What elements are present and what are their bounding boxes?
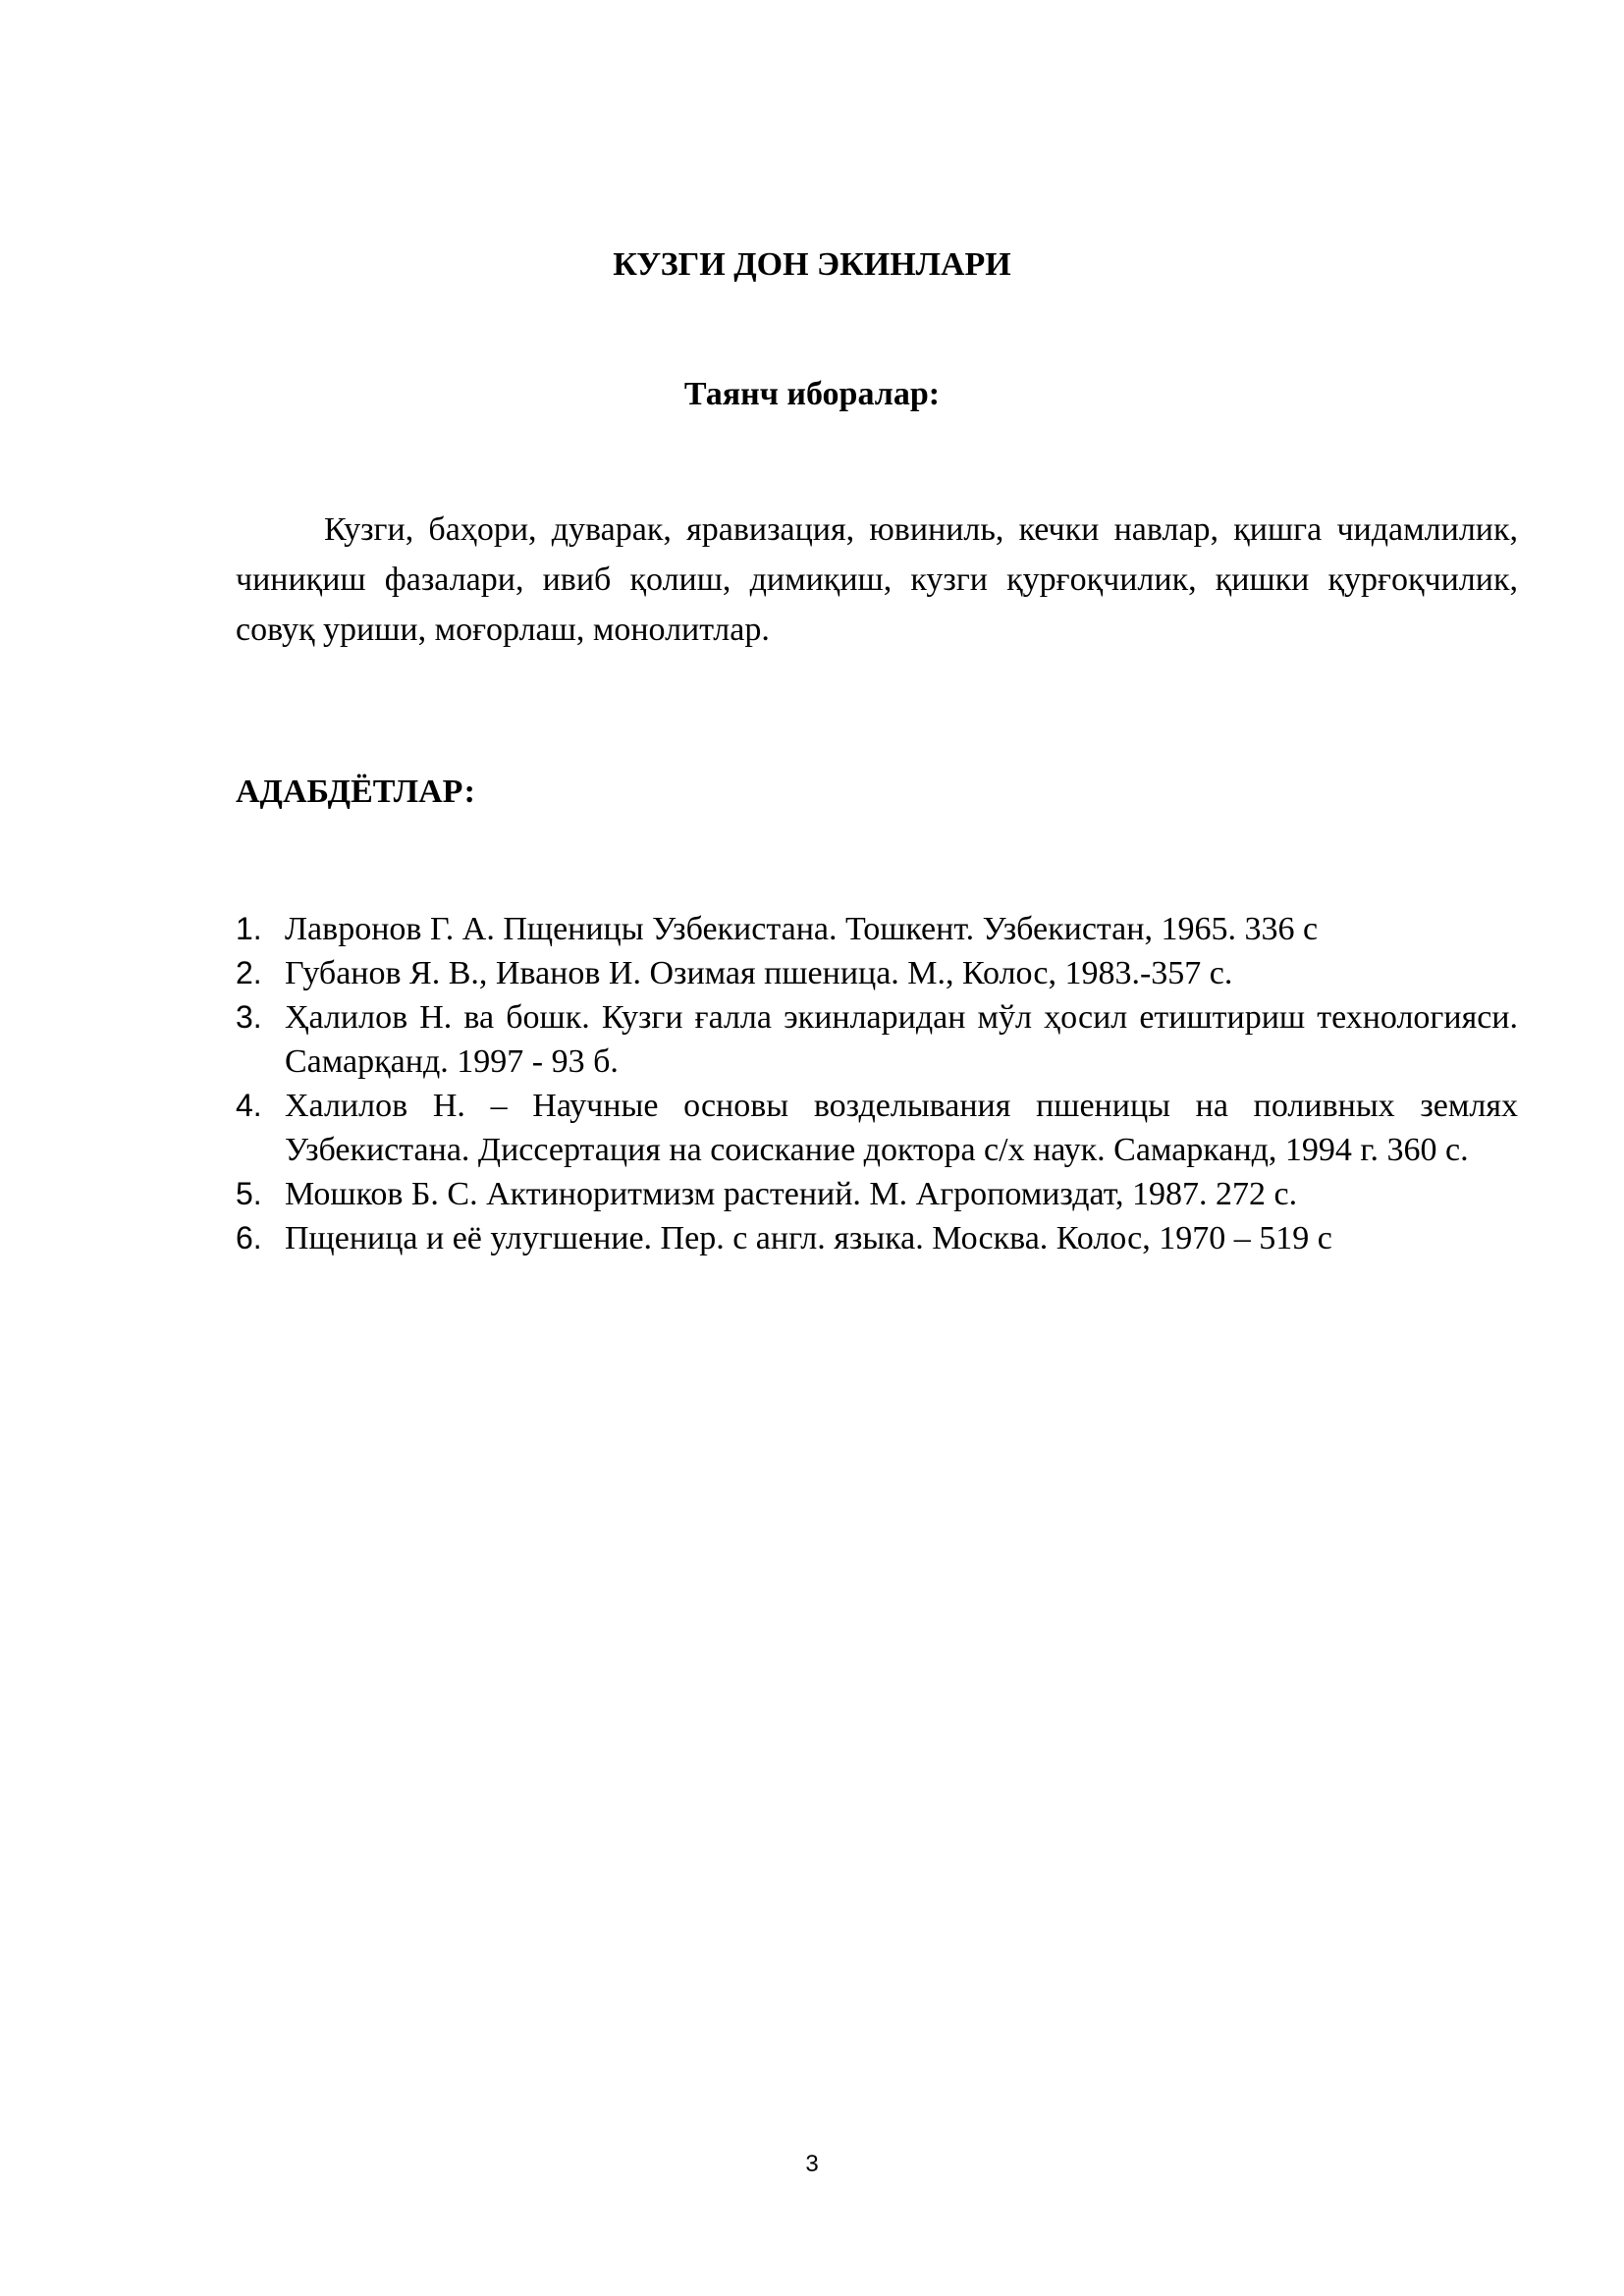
reference-number: 2. [236,955,262,990]
list-item [236,995,1518,1084]
reference-text: Ҳалилов Н. ва бошк. Кузги ғалла экинларидан мўл ҳосил етиштириш технологияси. Самарқанд. 1997 - 93 б. [285,999,1518,1080]
reference-number: 4. [236,1088,262,1123]
reference-text: Мошков Б. С. Актиноритмизм растений. М. Агропомиздат, 1987. 272 с. [285,1176,1298,1212]
keywords-paragraph: Кузги, баҳори, дуварак, яравизация, ювиниль, кечки навлар, қишга чидамлилик, чиниқиш фазалари, ивиб қолиш, димиқиш, кузги қурғоқчилик, қишки қурғоқчилик, совуқ уриши, моғорлаш, монолитлар. [236,511,1518,648]
reference-text: Пщеница и её улугшение. Пер. с англ. языка. Москва. Колос, 1970 – 519 с [285,1220,1332,1256]
reference-number: 1. [236,911,262,946]
references-heading: АДАБДЁТЛАР: [236,774,475,810]
page-title: КУЗГИ ДОН ЭКИНЛАРИ [613,246,1011,283]
list-item [236,951,1518,995]
reference-text: Губанов Я. В., Иванов И. Озимая пшеница. М., Колос, 1983.-357 с. [285,955,1233,991]
keywords-heading: Таянч иборалар: [683,376,941,412]
reference-text: Халилов Н. – Научные основы возделывания пшеницы на поливных землях Узбекистана. Диссертация на соискание доктора с/х наук. Самарканд, 1994 г. 360 с. [285,1088,1518,1168]
reference-number: 3. [236,999,262,1035]
reference-text: Лавронов Г. А. Пщеницы Узбекистана. Тошкент. Узбекистан, 1965. 336 с [285,911,1319,947]
reference-number: 5. [236,1176,262,1211]
list-item [236,1216,1518,1260]
references-list [236,907,1518,1260]
list-item [236,907,1518,951]
list-item [236,1084,1518,1172]
list-item [236,1172,1518,1216]
page-number: 3 [805,2151,819,2177]
reference-number: 6. [236,1220,262,1255]
